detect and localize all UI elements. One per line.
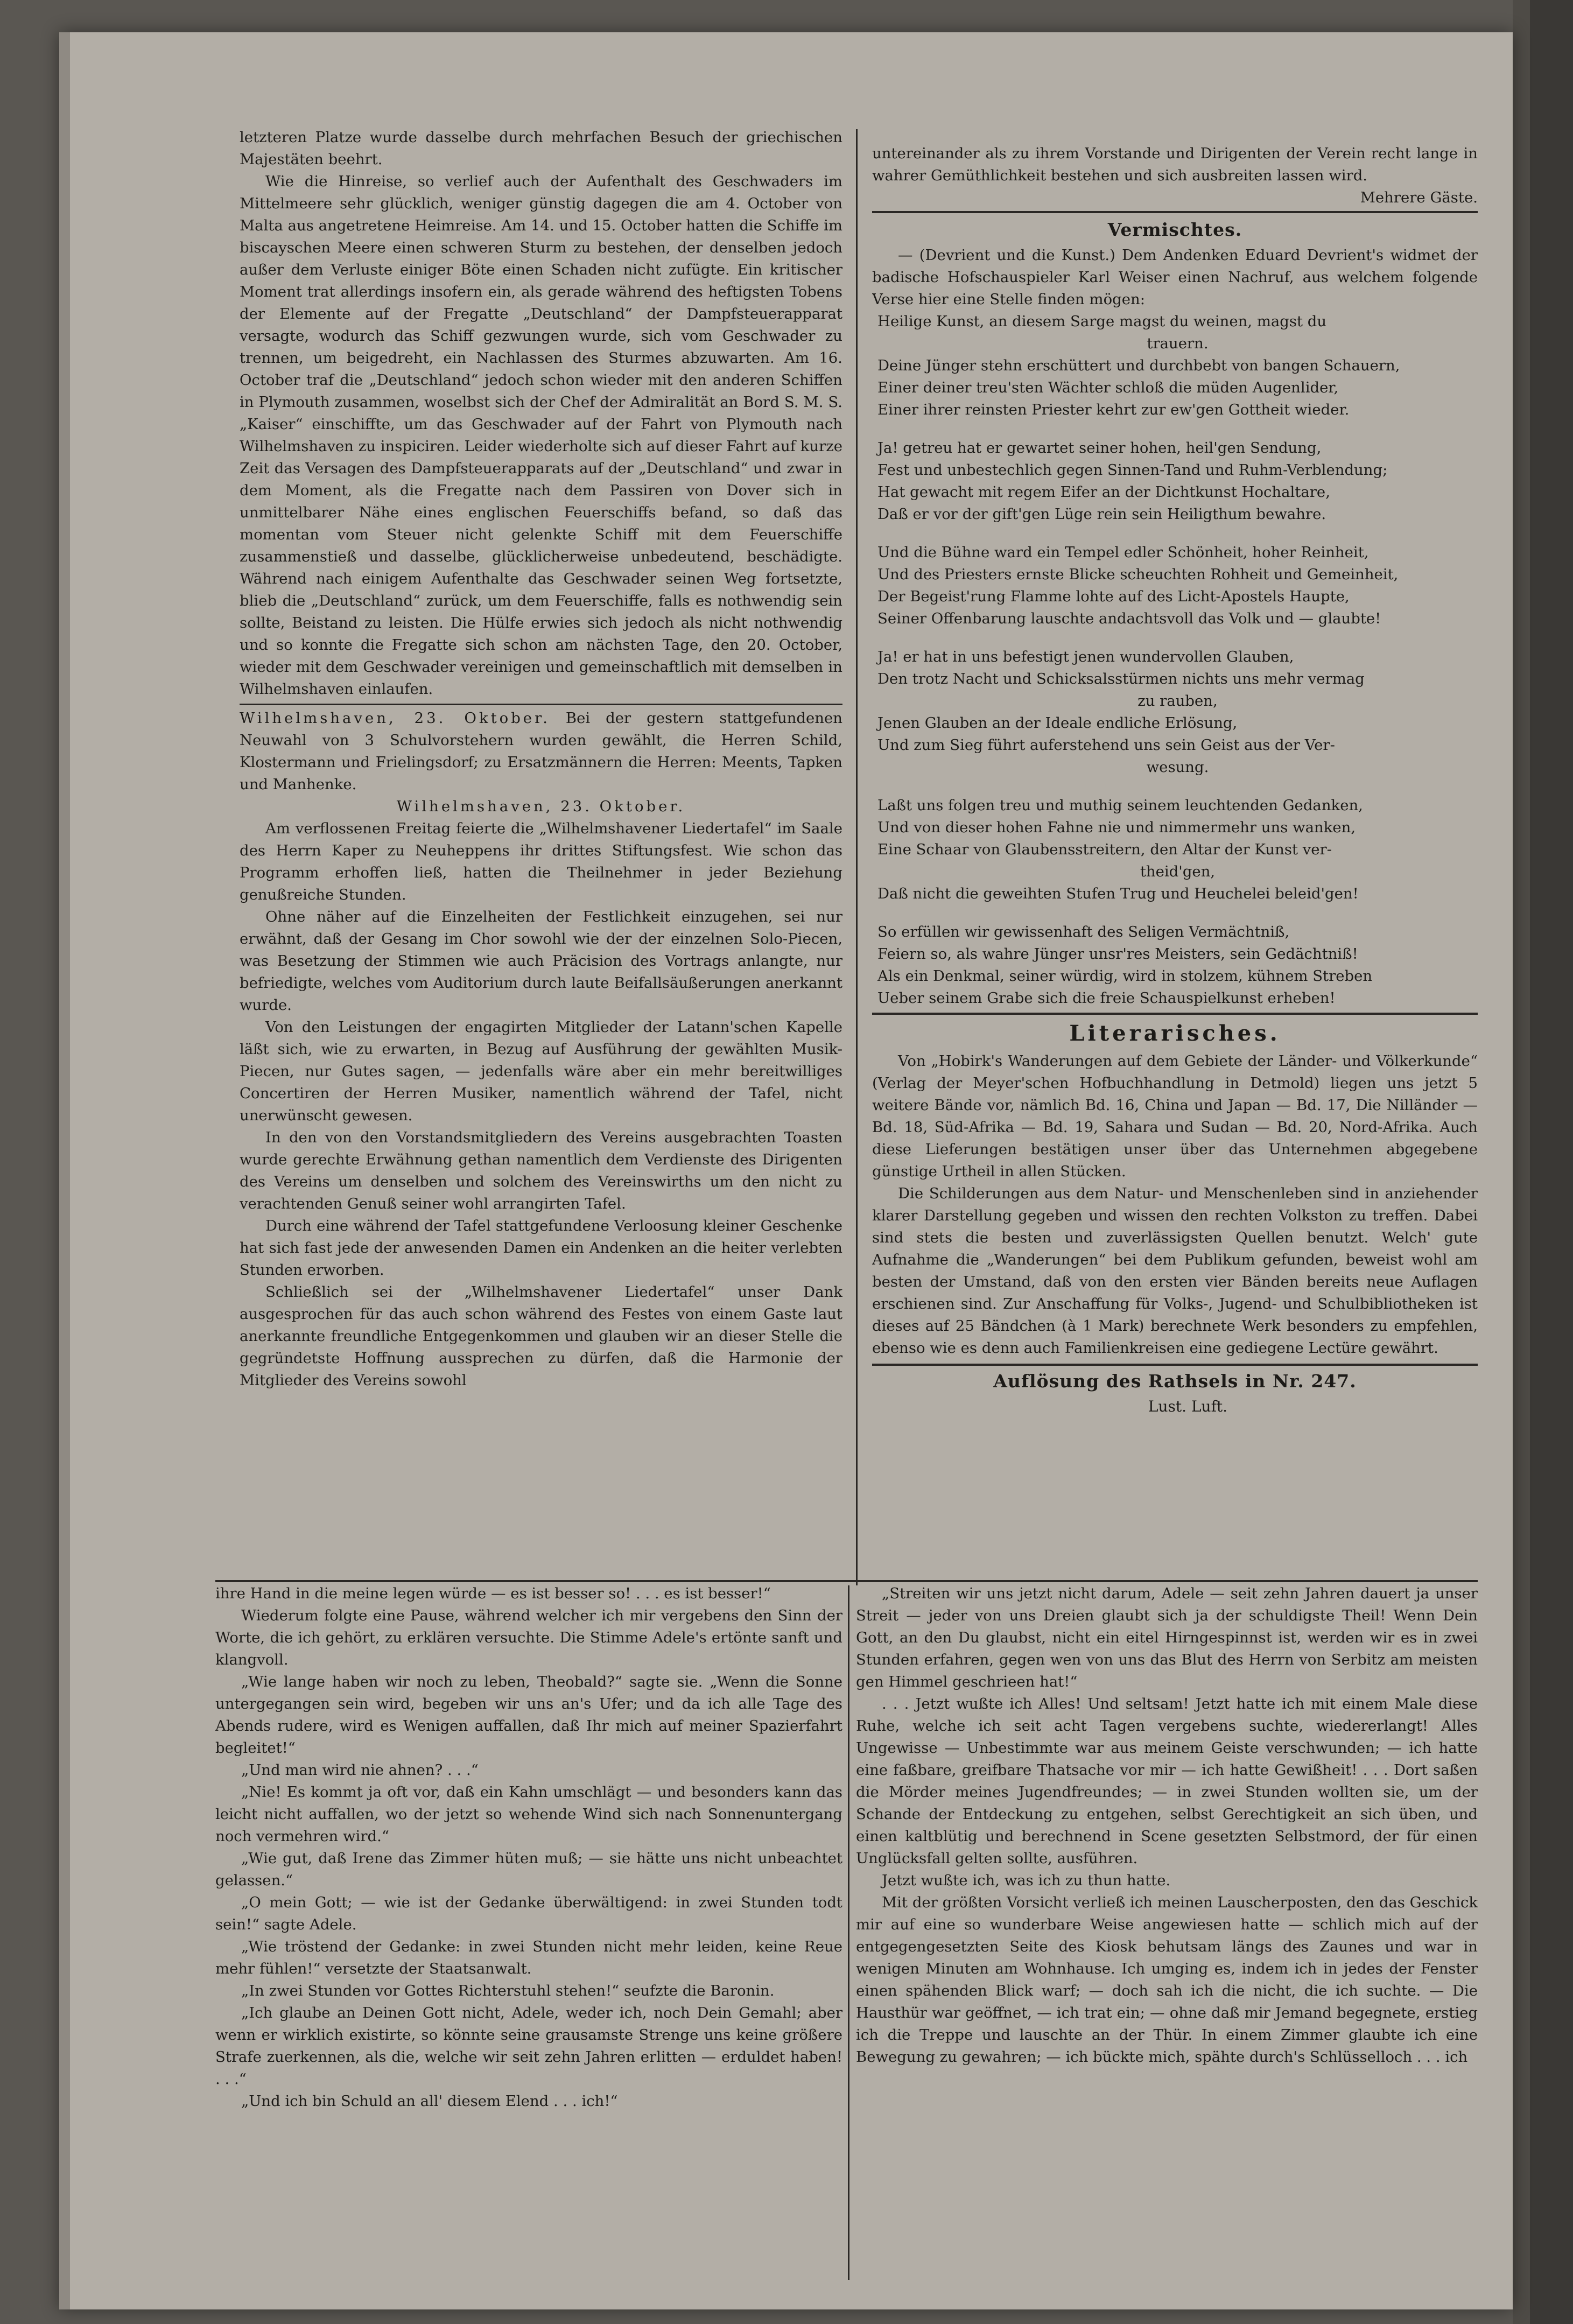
poem-line: Jenen Glauben an der Ideale endliche Erlösung,	[877, 714, 1238, 732]
section-divider	[240, 704, 842, 705]
background-shadow-strip	[1513, 0, 1530, 2324]
poem-line: Daß nicht die geweihten Stufen Trug und Heuchelei beleid'gen!	[877, 885, 1359, 902]
dateline: Wilhelmshaven, 23. Oktober.	[240, 710, 550, 727]
story-paragraph: „Wie lange haben wir noch zu leben, Theobald?“ sagte sie. „Wenn die Sonne untergegangen sein wird, begeben wir uns an's Ufer; und da ich alle Tage des Abends rudere, wird es Wenigen auffallen, daß Ihr mich auf meiner Spazierfahrt begleitet!“	[215, 1673, 842, 1757]
poem-line: Einer ihrer reinsten Priester kehrt zur ew'gen Gottheit wieder.	[877, 401, 1350, 418]
story-paragraph: „Nie! Es kommt ja oft vor, daß ein Kahn umschlägt — und besonders kann das leicht nicht auffallen, wo der jetzt so wehende Wind sich nach Sonnenuntergang noch vermehren wird.“	[215, 1784, 842, 1845]
literarisches-heading: Literarisches.	[1069, 1021, 1281, 1046]
poem-line: Den trotz Nacht und Schicksalsstürmen nichts uns mehr vermag	[877, 670, 1365, 687]
article-signature: Mehrere Gäste.	[1360, 189, 1478, 206]
news-text: Bei der gestern stattgefundenen Neuwahl von 3 Schulvorstehern wurden gewählt, die Herren Schild, Klostermann und Frielingsdorf; zu Ersatzmännern die Herren: Meents, Tapken und Manhenke.	[240, 710, 842, 793]
upper-right-column	[872, 143, 1478, 1645]
feuilleton-right-column	[856, 1583, 1478, 2283]
poem-line: Eine Schaar von Glaubensstreitern, den Altar der Kunst ver-	[877, 841, 1332, 858]
poem-line: Feiern so, als wahre Jünger unsr'res Meisters, sein Gedächtniß!	[877, 945, 1358, 963]
poem-line: theid'gen,	[1140, 863, 1216, 880]
page-binding-edge	[59, 32, 70, 2309]
poem-stanza	[877, 542, 1478, 630]
background-right-edge	[1530, 0, 1573, 2324]
poem-line: So erfüllen wir gewissenhaft des Seligen Vermächtniß,	[877, 923, 1290, 940]
story-paragraph: ihre Hand in die meine legen würde — es ist besser so! . . . es ist besser!“	[215, 1585, 771, 1602]
poem-line: Laßt uns folgen treu und muthig seinem leuchtenden Gedanken,	[877, 797, 1363, 814]
poem-line: Fest und unbestechlich gegen Sinnen-Tand und Ruhm-Verblendung;	[877, 461, 1388, 479]
poem-line: Und von dieser hohen Fahne nie und nimmermehr uns wanken,	[877, 819, 1356, 836]
column-rule	[856, 129, 858, 1585]
story-paragraph: „Wie tröstend der Gedanke: in zwei Stunden nicht mehr leiden, keine Reue mehr fühlen!“ versetzte der Staatsanwalt.	[215, 1938, 842, 1977]
news-paragraph: Von den Leistungen der engagirten Mitglieder der Latann'schen Kapelle läßt sich, wie zu erwarten, in Bezug auf Ausführung der gewählten Musik-Piecen, nur Gutes sagen, — jedenfalls wäre aber ein mehr bereitwilliges Concertiren der Herren Musiker, namentlich während der Tafel, nicht unerwünscht gewesen.	[240, 1019, 842, 1124]
poem-line: Seiner Offenbarung lauschte andachtsvoll das Volk und — glaubte!	[877, 610, 1381, 627]
poem-line: Und die Bühne ward ein Tempel edler Schönheit, hoher Reinheit,	[877, 544, 1369, 561]
feuilleton-left-column	[215, 1583, 842, 2283]
news-paragraph: Durch eine während der Tafel stattgefundene Verloosung kleiner Geschenke hat sich fast jede der anwesenden Damen ein Andenken an die heiter verlebten Stunden erworben.	[240, 1217, 842, 1279]
raetsel-heading: Auflösung des Rathsels in Nr. 247.	[993, 1371, 1357, 1392]
poem-line: zu rauben,	[1137, 692, 1218, 710]
section-divider	[872, 211, 1478, 213]
literarisches-paragraph: Die Schilderungen aus dem Natur- und Menschenleben sind in anziehender klarer Darstellung gegeben und wissen den rechten Volkston zu treffen. Dabei sind stets die besten und zuverlässigsten Quellen benutzt. Welch' gute Aufnahme die „Wanderungen“ bei dem Publikum gefunden, beweist wohl am besten der Umstand, daß von den ersten vier Bänden bereits neue Auflagen erschienen sind. Zur Anschaffung für Volks-, Jugend- und Schulbibliotheken ist dieses auf 25 Bändchen (à 1 Mark) berechnete Werk besonders zu empfehlen, ebenso wie es denn auch Familienkreisen eine gediegene Lectüre gewährt.	[872, 1185, 1478, 1357]
poem-line: Ueber seinem Grabe sich die freie Schauspielkunst erheben!	[877, 989, 1336, 1007]
poem-line: Heilige Kunst, an diesem Sarge magst du weinen, magst du	[877, 313, 1327, 330]
news-paragraph: Ohne näher auf die Einzelheiten der Festlichkeit einzugehen, sei nur erwähnt, daß der Gesang im Chor sowohl wie der der einzelnen Solo-Piecen, was Besetzung der Stimmen wie auch Präcision des Vortrags anlangte, nur befriedigte, welches vom Auditorium durch laute Beifallsäußerungen anerkannt wurde.	[240, 908, 842, 1014]
section-divider	[872, 1364, 1478, 1366]
raetsel-answer: Lust. Luft.	[1148, 1398, 1228, 1415]
story-paragraph: „Ich glaube an Deinen Gott nicht, Adele, weder ich, noch Dein Gemahl; aber wenn er wirklich existirte, so könnte seine grausamste Strenge uns keine größere Strafe zuerkennen, als die, welche wir seit zehn Jahren erlitten — erduldet haben! . . .“	[215, 2004, 842, 2088]
story-paragraph: „Streiten wir uns jetzt nicht darum, Adele — seit zehn Jahren dauert ja unser Streit — jeder von uns Dreien glaubt sich ja der schuldigste Theil! Wenn Dein Gott, an den Du glaubst, nicht ein eitel Hirngespinnst ist, werden wir es in zwei Stunden erfahren, gegen wen von uns das Blut des Herrn von Serbitz am meisten gen Himmel geschrieen hat!“	[856, 1585, 1478, 1690]
story-paragraph: Wiederum folgte eine Pause, während welcher ich mir vergebens den Sinn der Worte, die ich gehört, zu erklären versuchte. Die Stimme Adele's ertönte sanft und klangvoll.	[215, 1607, 842, 1668]
article-paragraph: Wie die Hinreise, so verlief auch der Aufenthalt des Geschwaders im Mittelmeere sehr glücklich, weniger günstig dagegen die am 4. October von Malta aus angetretene Heimreise. Am 14. und 15. October hatten die Schiffe im biscayschen Meere einen schweren Sturm zu bestehen, der denselben jedoch außer dem Verluste einiger Böte einen Schaden nicht zufügte. Ein kritischer Moment trat allerdings insofern ein, als gerade während des heftigsten Tobens der Elemente auf der Fregatte „Deutschland“ der Dampfsteuerapparat versagte, wodurch das Schiff gezwungen wurde, sich vom Geschwader zu trennen, um beigedreht, ein Nachlassen des Sturmes abzuwarten. Am 16. October traf die „Deutschland“ jedoch schon wieder mit den anderen Schiffen in Plymouth zusammen, woselbst sich der Chef der Admiralität an Bord S. M. S. „Kaiser“ einschiffte, um das Geschwader auf der Fahrt von Plymouth nach Wilhelmshaven zu inspiciren. Leider wiederholte sich auf dieser Fahrt auf kurze Zeit das Versagen des Dampfsteuerapparats auf der „Deutschland“ und zwar in dem Moment, als die Fregatte nach dem Passiren von Dover sich in unmittelbarer Nähe eines englischen Feuerschiffs befand, so daß das momentan vom Steuer nicht gelenkte Schiff mit dem Feuerschiffe zusammenstieß und dasselbe, glücklicherweise unbedeutend, beschädigte. Während nach einigem Aufenthalte das Geschwader seinen Weg fortsetzte, blieb die „Deutschland“ zurück, um dem Feuerschiffe, falls es nothwendig sein sollte, Beistand zu leisten. Die Hülfe erwies sich jedoch als nicht nothwendig und so konnte die Fregatte sich schon am nächsten Tage, den 20. October, wieder mit dem Geschwader vereinigen und gemeinschaftlich mit demselben in Wilhelmshaven einlaufen.	[240, 173, 842, 698]
story-paragraph: . . . Jetzt wußte ich Alles! Und seltsam! Jetzt hatte ich mit einem Male diese Ruhe, welche ich seit acht Tagen vergebens suchte, wiedererlangt! Alles Ungewisse — Unbestimmte war aus meinem Geiste verschwunden; — ich hatte eine faßbare, greifbare Thatsache vor mir — ich hatte Gewißheit! . . . Dort saßen die Mörder meines Jugendfreundes; — in zwei Stunden wollten sie, um der Schande der Entdeckung zu entgehen, selbst Gerechtigkeit an sich üben, und einen kaltblütig und berechnend in Scene gesetzten Selbstmord, der für einen Unglücksfall gelten sollte, ausführen.	[856, 1695, 1478, 1867]
story-paragraph: „O mein Gott; — wie ist der Gedanke überwältigend: in zwei Stunden todt sein!“ sagte Adele.	[215, 1894, 842, 1933]
upper-left-column	[240, 127, 842, 1583]
poem-line: Einer deiner treu'sten Wächter schloß die müden Augenlider,	[877, 379, 1339, 396]
poem-line: Daß er vor der gift'gen Lüge rein sein Heiligthum bewahre.	[877, 505, 1326, 523]
story-paragraph: „Und man wird nie ahnen? . . .“	[241, 1761, 479, 1779]
article-paragraph: letzteren Platze wurde dasselbe durch mehrfachen Besuch der griechischen Majestäten beehrt.	[240, 129, 842, 168]
poem-line: Ja! getreu hat er gewartet seiner hohen, heil'gen Sendung,	[877, 439, 1322, 457]
poem-stanza	[877, 437, 1478, 525]
poem-stanza	[877, 921, 1478, 1009]
story-paragraph: „Wie gut, daß Irene das Zimmer hüten muß; — sie hätte uns nicht unbeachtet gelassen.“	[215, 1850, 842, 1889]
poem-line: Deine Jünger stehn erschüttert und durchbebt von bangen Schauern,	[877, 357, 1400, 374]
poem-stanza	[877, 646, 1478, 778]
poem-line: Und des Priesters ernste Blicke scheuchten Rohheit und Gemeinheit,	[877, 566, 1399, 583]
story-paragraph: Jetzt wußte ich, was ich zu thun hatte.	[882, 1872, 1171, 1889]
poem-line: Als ein Denkmal, seiner würdig, wird in stolzem, kühnem Streben	[877, 967, 1373, 985]
article-continuation: untereinander als zu ihrem Vorstande und Dirigenten der Verein recht lange in wahrer Gemüthlichkeit bestehen und sich ausbreiten lassen wird.	[872, 145, 1478, 184]
poem-line: Der Begeist'rung Flamme lohte auf des Licht-Apostels Haupte,	[877, 588, 1350, 605]
story-paragraph: „Und ich bin Schuld an all' diesem Elend . . . ich!“	[241, 2093, 618, 2110]
story-paragraph: „In zwei Stunden vor Gottes Richterstuhl stehen!“ seufzte die Baronin.	[241, 1982, 775, 1999]
feuilleton-divider	[215, 1580, 1478, 1582]
poem	[877, 311, 1478, 1009]
poem-stanza	[877, 795, 1478, 905]
poem-line: Hat gewacht mit regem Eifer an der Dichtkunst Hochaltare,	[877, 483, 1330, 501]
poem-line: Ja! er hat in uns befestigt jenen wundervollen Glauben,	[877, 648, 1294, 665]
column-rule	[848, 1585, 849, 2280]
news-paragraph: Schließlich sei der „Wilhelmshavener Liedertafel“ unser Dank ausgesprochen für das auch schon während des Festes von einem Gaste laut anerkannte freundliche Entgegenkommen und glauben wir an dieser Stelle die gegründetste Hoffnung aussprechen zu dürfen, daß die Harmonie der Mitglieder des Vereins sowohl	[240, 1283, 842, 1389]
dateline: Wilhelmshaven, 23. Oktober.	[396, 798, 686, 815]
poem-stanza	[877, 311, 1478, 421]
news-paragraph: Am verflossenen Freitag feierte die „Wilhelmshavener Liedertafel“ im Saale des Herrn Kaper zu Neuheppens ihr drittes Stiftungsfest. Wie schon das Programm erhoffen ließ, hatten die Theilnehmer in jeder Beziehung genußreiche Stunden.	[240, 820, 842, 903]
poem-line: wesung.	[1146, 759, 1209, 776]
news-paragraph: In den von den Vorstandsmitgliedern des Vereins ausgebrachten Toasten wurde gerechte Erwähnung gethan namentlich dem Verdienste des Dirigenten des Vereins um denselben und solchem des Vereinswirths um den nicht zu verachtenden Genuß seiner wohl arrangirten Tafel.	[240, 1129, 842, 1212]
poem-line: Und zum Sieg führt auferstehend uns sein Geist aus der Ver-	[877, 736, 1335, 754]
vermischtes-intro: — (Devrient und die Kunst.) Dem Andenken Eduard Devrient's widmet der badische Hofschauspieler Karl Weiser einen Nachruf, aus welchem folgende Verse hier eine Stelle finden mögen:	[872, 247, 1478, 308]
story-paragraph: Mit der größten Vorsicht verließ ich meinen Lauscherposten, den das Geschick mir auf eine so wunderbare Weise angewiesen hatte — schlich mich auf der entgegengesetzten Seite des Kiosk behutsam längs des Zaunes und war in wenigen Minuten am Wohnhause. Ich umging es, indem ich in jedes der Fenster einen spähenden Blick warf; — doch sah ich die nicht, die ich suchte. — Die Hausthür war geöffnet, — ich trat ein; — ohne daß mir Jemand begegnete, erstieg ich die Treppe und lauschte an der Thür. In einem Zimmer glaubte ich eine Bewegung zu gewahren; — ich bückte mich, spähte durch's Schlüsselloch . . . ich	[856, 1894, 1478, 2066]
poem-line: trauern.	[1147, 335, 1209, 352]
literarisches-paragraph: Von „Hobirk's Wanderungen auf dem Gebiete der Länder- und Völkerkunde“ (Verlag der Meyer'schen Hofbuchhandlung in Detmold) liegen uns jetzt 5 weitere Bände vor, nämlich Bd. 16, China und Japan — Bd. 17, Die Nilländer — Bd. 18, Süd-Afrika — Bd. 19, Sahara und Sudan — Bd. 20, Nord-Afrika. Auch diese Lieferungen bestätigen unser über das Unternehmen abgegebene günstige Urtheil in allen Stücken.	[872, 1052, 1478, 1180]
section-divider	[872, 1013, 1478, 1015]
vermischtes-heading: Vermischtes.	[1107, 219, 1242, 240]
